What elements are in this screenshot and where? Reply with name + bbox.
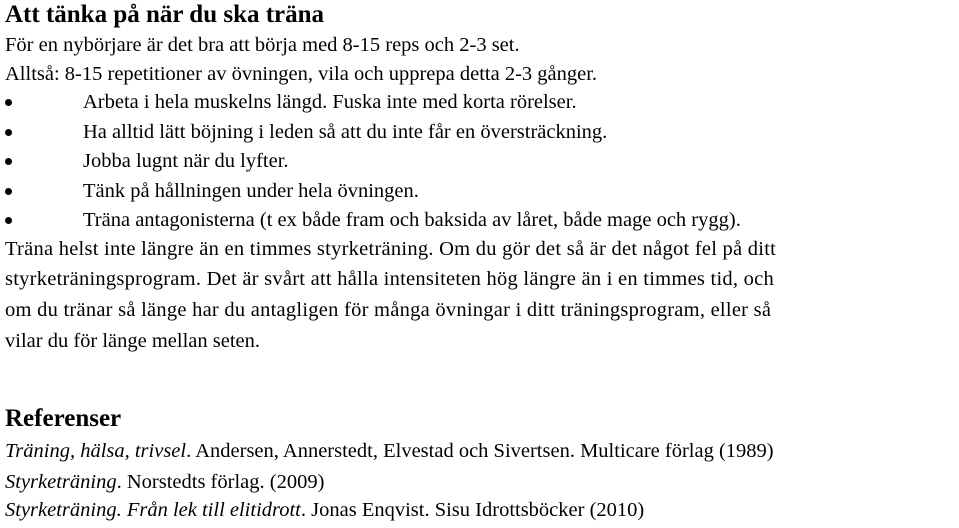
bullet-dot-icon <box>5 99 12 106</box>
bullet-text: Tänk på hållningen under hela övningen. <box>83 180 419 202</box>
reference-details: . Norstedts förlag. (2009) <box>116 471 325 493</box>
paragraph-line: vilar du för länge mellan seten. <box>5 330 261 352</box>
bullet-dot-icon <box>5 129 12 136</box>
reference-item <box>5 438 774 464</box>
reference-title: Träning, hälsa, trivsel <box>5 440 187 462</box>
bullet-text: Ha alltid lätt böjning i leden så att du inte får en översträckning. <box>83 121 608 143</box>
section-heading: Att tänka på när du ska träna <box>5 1 325 28</box>
intro-line-2: Alltså: 8-15 repetitioner av övningen, vila och upprepa detta 2-3 gånger. <box>5 63 598 85</box>
paragraph-line: Träna helst inte längre än en timmes styrketräning. Om du gör det så är det något fel på ditt <box>5 238 777 260</box>
reference-title: Styrketräning <box>5 471 117 493</box>
bullet-dot-icon <box>5 188 12 195</box>
bullet-text: Arbeta i hela muskelns längd. Fuska inte med korta rörelser. <box>83 91 577 113</box>
bullet-text: Träna antagonisterna (t ex både fram och baksida av låret, både mage och rygg). <box>83 209 741 231</box>
bullet-text: Jobba lugnt när du lyfter. <box>83 150 289 172</box>
reference-details: . Andersen, Annerstedt, Elvestad och Sivertsen. Multicare förlag (1989) <box>186 440 774 462</box>
bullet-dot-icon <box>5 158 12 165</box>
bullet-dot-icon <box>5 217 12 224</box>
reference-title: Styrketräning. Från lek till elitidrott <box>5 499 301 521</box>
reference-item <box>5 469 324 495</box>
paragraph-line: styrketräningsprogram. Det är svårt att hålla intensiteten hög längre än i en timmes tid, och <box>5 268 775 290</box>
reference-details: . Jonas Enqvist. Sisu Idrottsböcker (2010) <box>300 499 645 521</box>
paragraph-line: om du tränar så länge har du antagligen för många övningar i ditt träningsprogram, eller så <box>5 299 772 321</box>
reference-item <box>5 497 644 523</box>
references-heading: Referenser <box>5 405 122 432</box>
intro-line-1: För en nybörjare är det bra att börja med 8-15 reps och 2-3 set. <box>5 34 520 56</box>
